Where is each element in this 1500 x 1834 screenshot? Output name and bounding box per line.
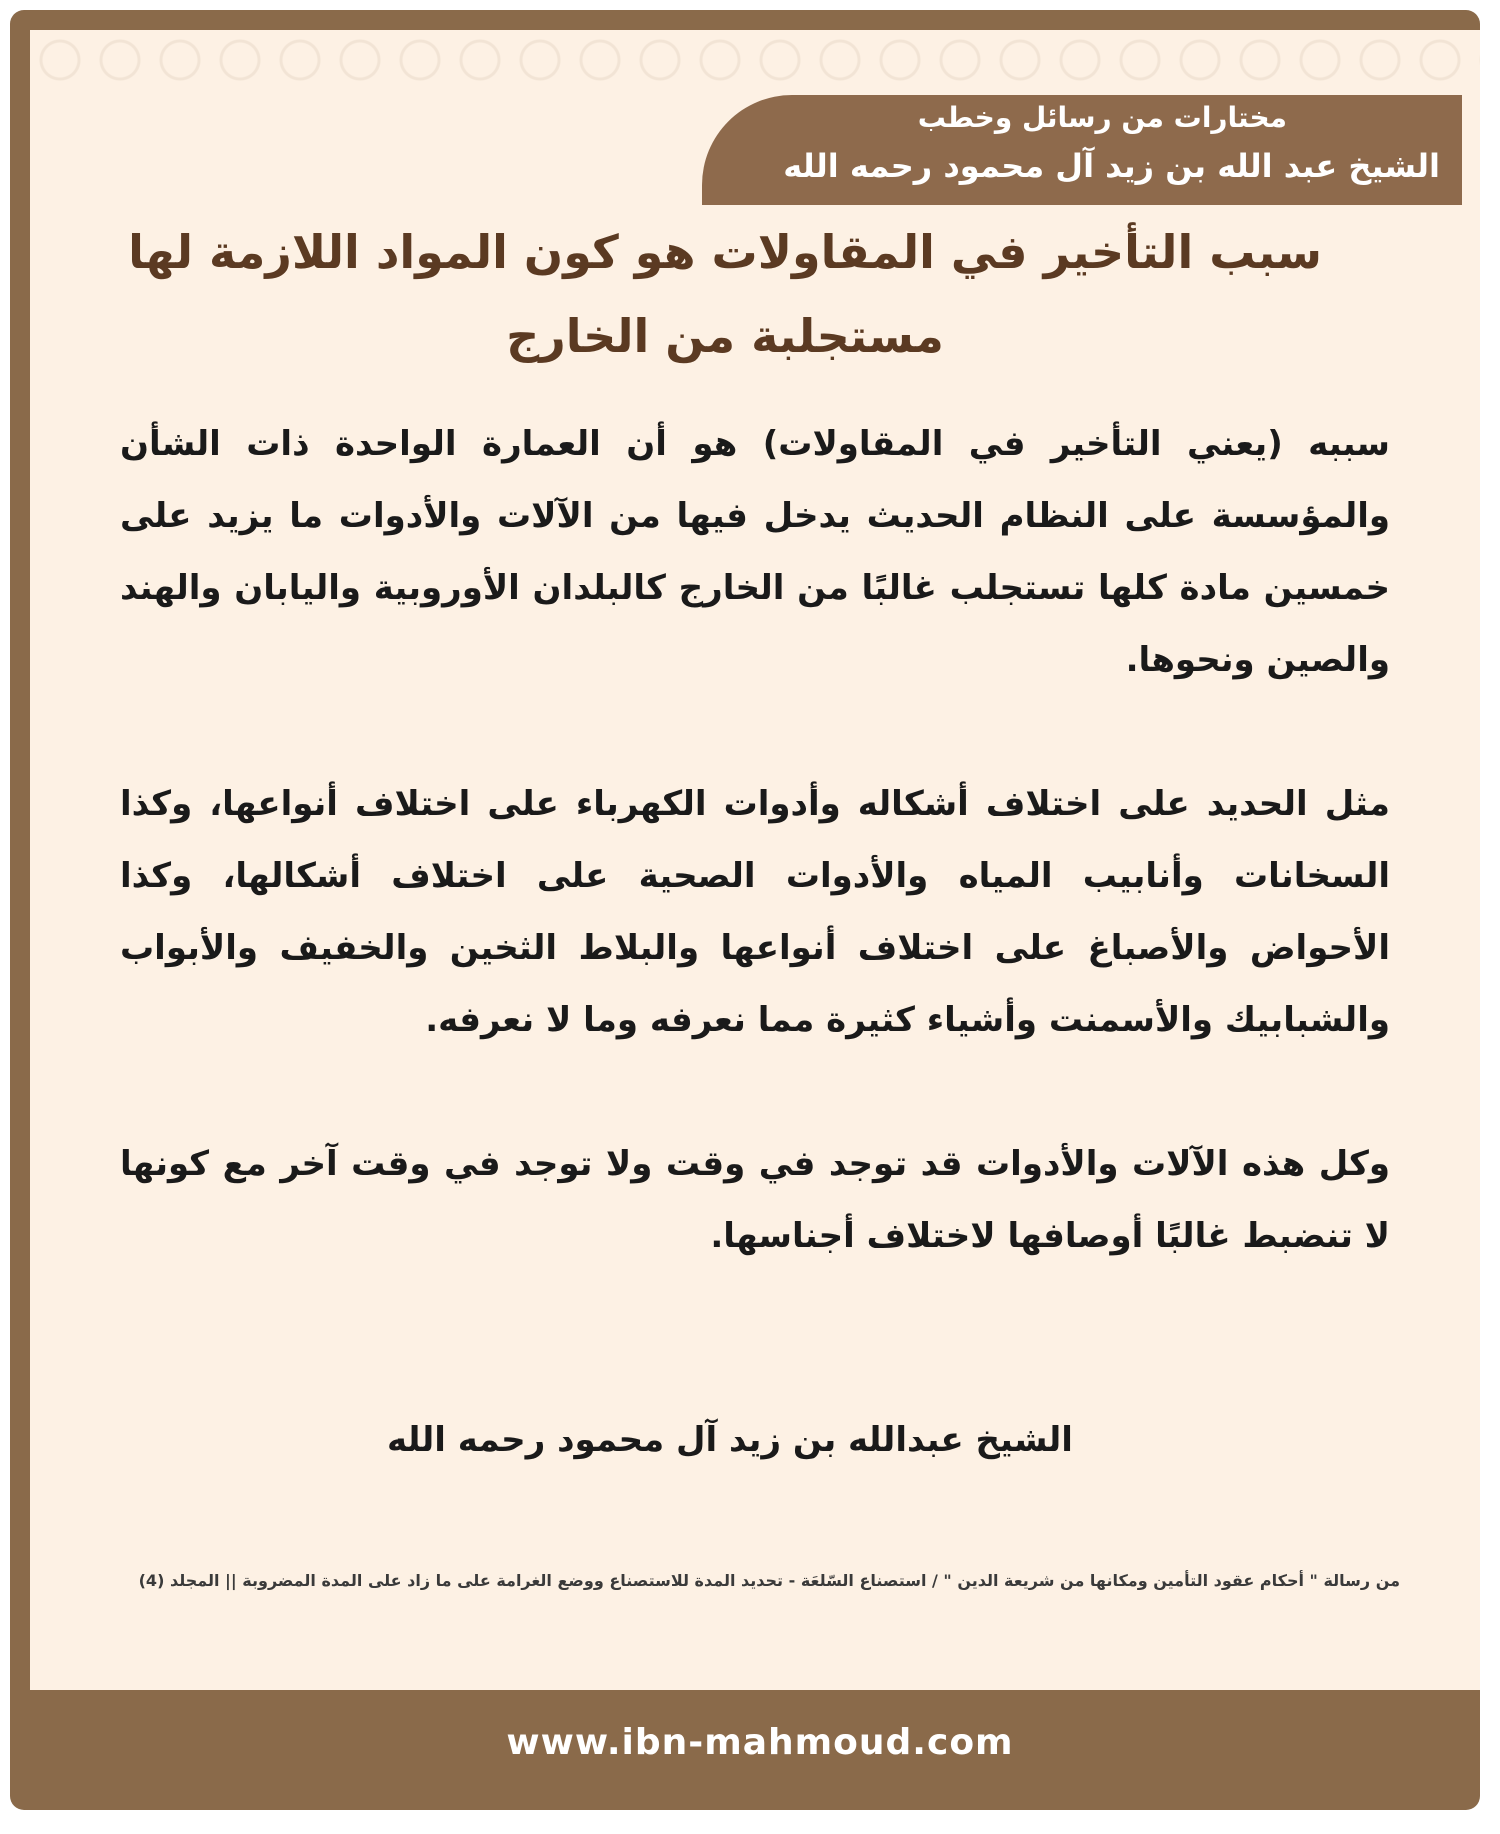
source-citation: من رسالة " أحكام عقود التأمين ومكانها من شريعة الدين " / استصناع السّلعَة - تحديد المدة للاستصناع ووضع الغرامة على ما زاد على المدة المضروبة || المجلد (4) bbox=[138, 1571, 1400, 1590]
series-title: مختارات من رسائل وخطب bbox=[917, 101, 1287, 134]
header-banner bbox=[702, 95, 1462, 205]
signature: الشيخ عبدالله بن زيد آل محمود رحمه الله bbox=[387, 1420, 1073, 1460]
decorative-pattern bbox=[30, 30, 1480, 90]
article-title: سبب التأخير في المقاولات هو كون المواد اللازمة لها مستجلبة من الخارج bbox=[128, 225, 1322, 363]
author-title: الشيخ عبد الله بن زيد آل محمود رحمه الله bbox=[783, 147, 1440, 185]
paragraph: وكل هذه الآلات والأدوات قد توجد في وقت ولا توجد في وقت آخر مع كونها لا تنضبط غالبًا أوصافها لاختلاف أجناسها. bbox=[120, 1144, 1390, 1256]
website-link[interactable]: www.ibn-mahmoud.com bbox=[506, 1722, 1014, 1763]
article-body bbox=[120, 408, 1390, 1344]
paragraph: مثل الحديد على اختلاف أشكاله وأدوات الكهرباء على اختلاف أنواعها، وكذا السخانات وأنابيب المياه والأدوات الصحية على اختلاف أشكالها، وكذا الأحواض والأصباغ على اختلاف أنواعها والبلاط الثخين والخفيف والأبواب والشبابيك والأسمنت وأشياء كثيرة مما نعرفه وما لا نعرفه. bbox=[120, 784, 1390, 1040]
paragraph: سببه (يعني التأخير في المقاولات) هو أن العمارة الواحدة ذات الشأن والمؤسسة على النظام الحديث يدخل فيها من الآلات والأدوات ما يزيد على خمسين مادة كلها تستجلب غالبًا من الخارج كالبلدان الأوروبية واليابان والهند والصين ونحوها. bbox=[120, 424, 1390, 680]
